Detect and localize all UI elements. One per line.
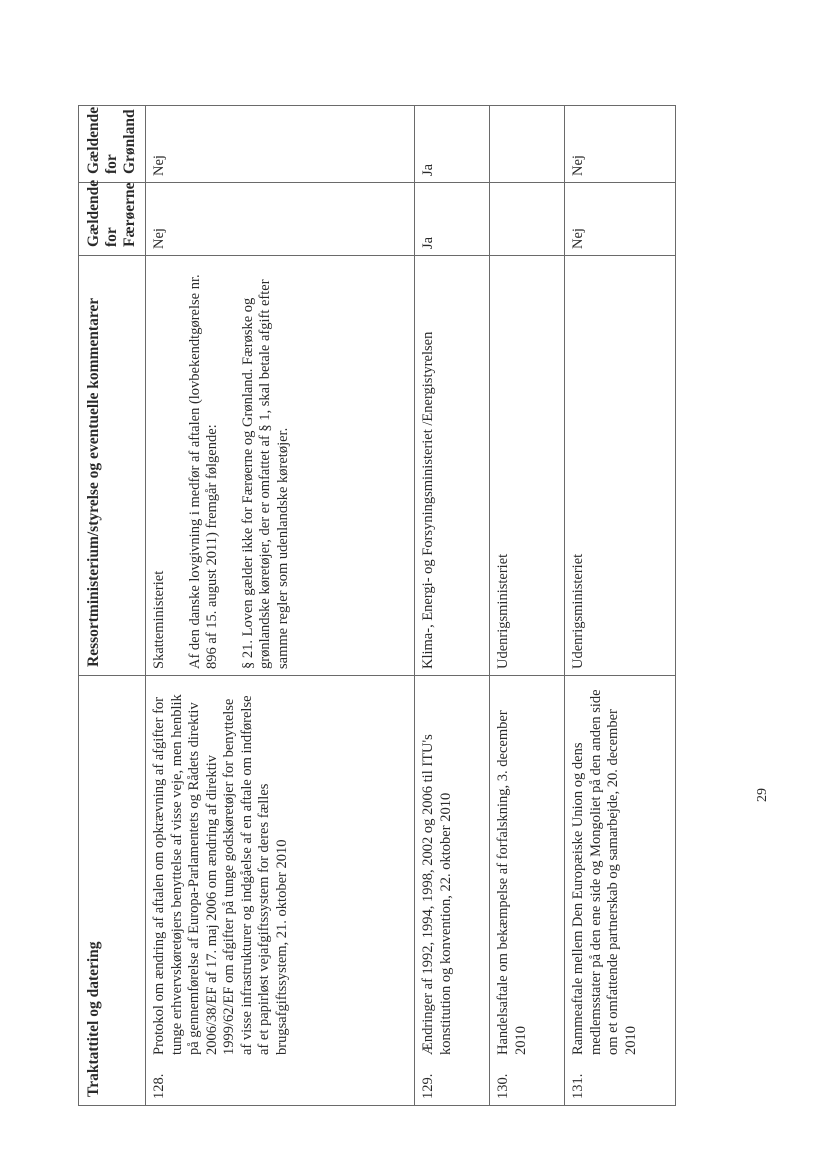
greenland-cell: Nej: [146, 106, 415, 183]
table-row: [490, 106, 565, 1106]
greenland-cell: Nej: [565, 106, 676, 183]
table-header-row: [79, 106, 146, 1106]
header-ministry: Ressortministerium/styrelse og eventuelle kommentarer: [79, 256, 146, 676]
header-faroe: Gældende for Færøerne: [79, 183, 146, 256]
title-cell: [415, 676, 490, 1106]
table-row: [415, 106, 490, 1106]
treaty-title: Protokol om ændring af aftalen om opkrævning af afgifter for tunge erhvervskøretøjers benyttelse af visse veje, men henblik på gennemførelse af Europa-Parlamentets og Rådets direktiv 2006/38/EF af 17. maj 2006 om ændring af direktiv 1999/62/EF om afgifter på tunge godskøretøjer for benyttelse af visse infrastrukturer og indgåelse af en aftale om indførelse af et papirløst vejafgiftssystem for deres fælles brugsafgiftssystem, 21. oktober 2010: [151, 694, 290, 1055]
table-row: [565, 106, 676, 1106]
header-title: Traktattitel og datering: [79, 676, 146, 1106]
row-number: 129.: [420, 1073, 436, 1099]
comment-paragraph: § 21. Loven gælder ikke for Færøerne og Grønland. Færøske og grønlandske køretøjer, der er omfattet af § 1, skal betale afgift efter samme regler som udenlandske køretøjer.: [239, 279, 291, 669]
ministry-cell: Udenrigsministeriet: [490, 256, 565, 676]
faroe-cell: [490, 183, 565, 256]
greenland-cell: [490, 106, 565, 183]
greenland-cell: Ja: [415, 106, 490, 183]
treaty-title: Handelsaftale om bekæmpelse af forfalskning, 3. december 2010: [495, 710, 529, 1055]
faroe-cell: Nej: [146, 183, 415, 256]
row-number: 131.: [570, 1073, 586, 1099]
row-number: 128.: [151, 1073, 167, 1099]
treaty-title: Ændringer af 1992, 1994, 1998, 2002 og 2006 til ITU's konstitution og konvention, 22. oktober 2010: [420, 734, 454, 1055]
row-number: 130.: [495, 1073, 511, 1099]
treaty-table: [78, 105, 676, 1106]
header-greenland: Gældende for Grønland: [79, 106, 146, 183]
rotated-page: [78, 106, 688, 1106]
ministry-name: Skatteministeriet: [151, 570, 167, 669]
ministry-cell: [146, 256, 415, 676]
title-cell: [565, 676, 676, 1106]
faroe-cell: Nej: [565, 183, 676, 256]
table-row: [146, 106, 415, 1106]
ministry-cell: Klima-, Energi- og Forsyningsministeriet /Energistyrelsen: [415, 256, 490, 676]
title-cell: [490, 676, 565, 1106]
title-cell: [146, 676, 415, 1106]
ministry-cell: Udenrigsministeriet: [565, 256, 676, 676]
faroe-cell: Ja: [415, 183, 490, 256]
comment-paragraph: Af den danske lovgivning i medfør af aftalen (lovbekendtgørelse nr. 896 af 15. august 2011) fremgår følgende:: [186, 274, 220, 669]
page-number: 29: [755, 788, 770, 802]
treaty-title: Rammeaftale mellem Den Europæiske Union og dens medlemsstater på den ene side og Mongoliet på den anden side om et omfattende partnerskab og samarbejde, 20. december 2010: [570, 689, 639, 1055]
